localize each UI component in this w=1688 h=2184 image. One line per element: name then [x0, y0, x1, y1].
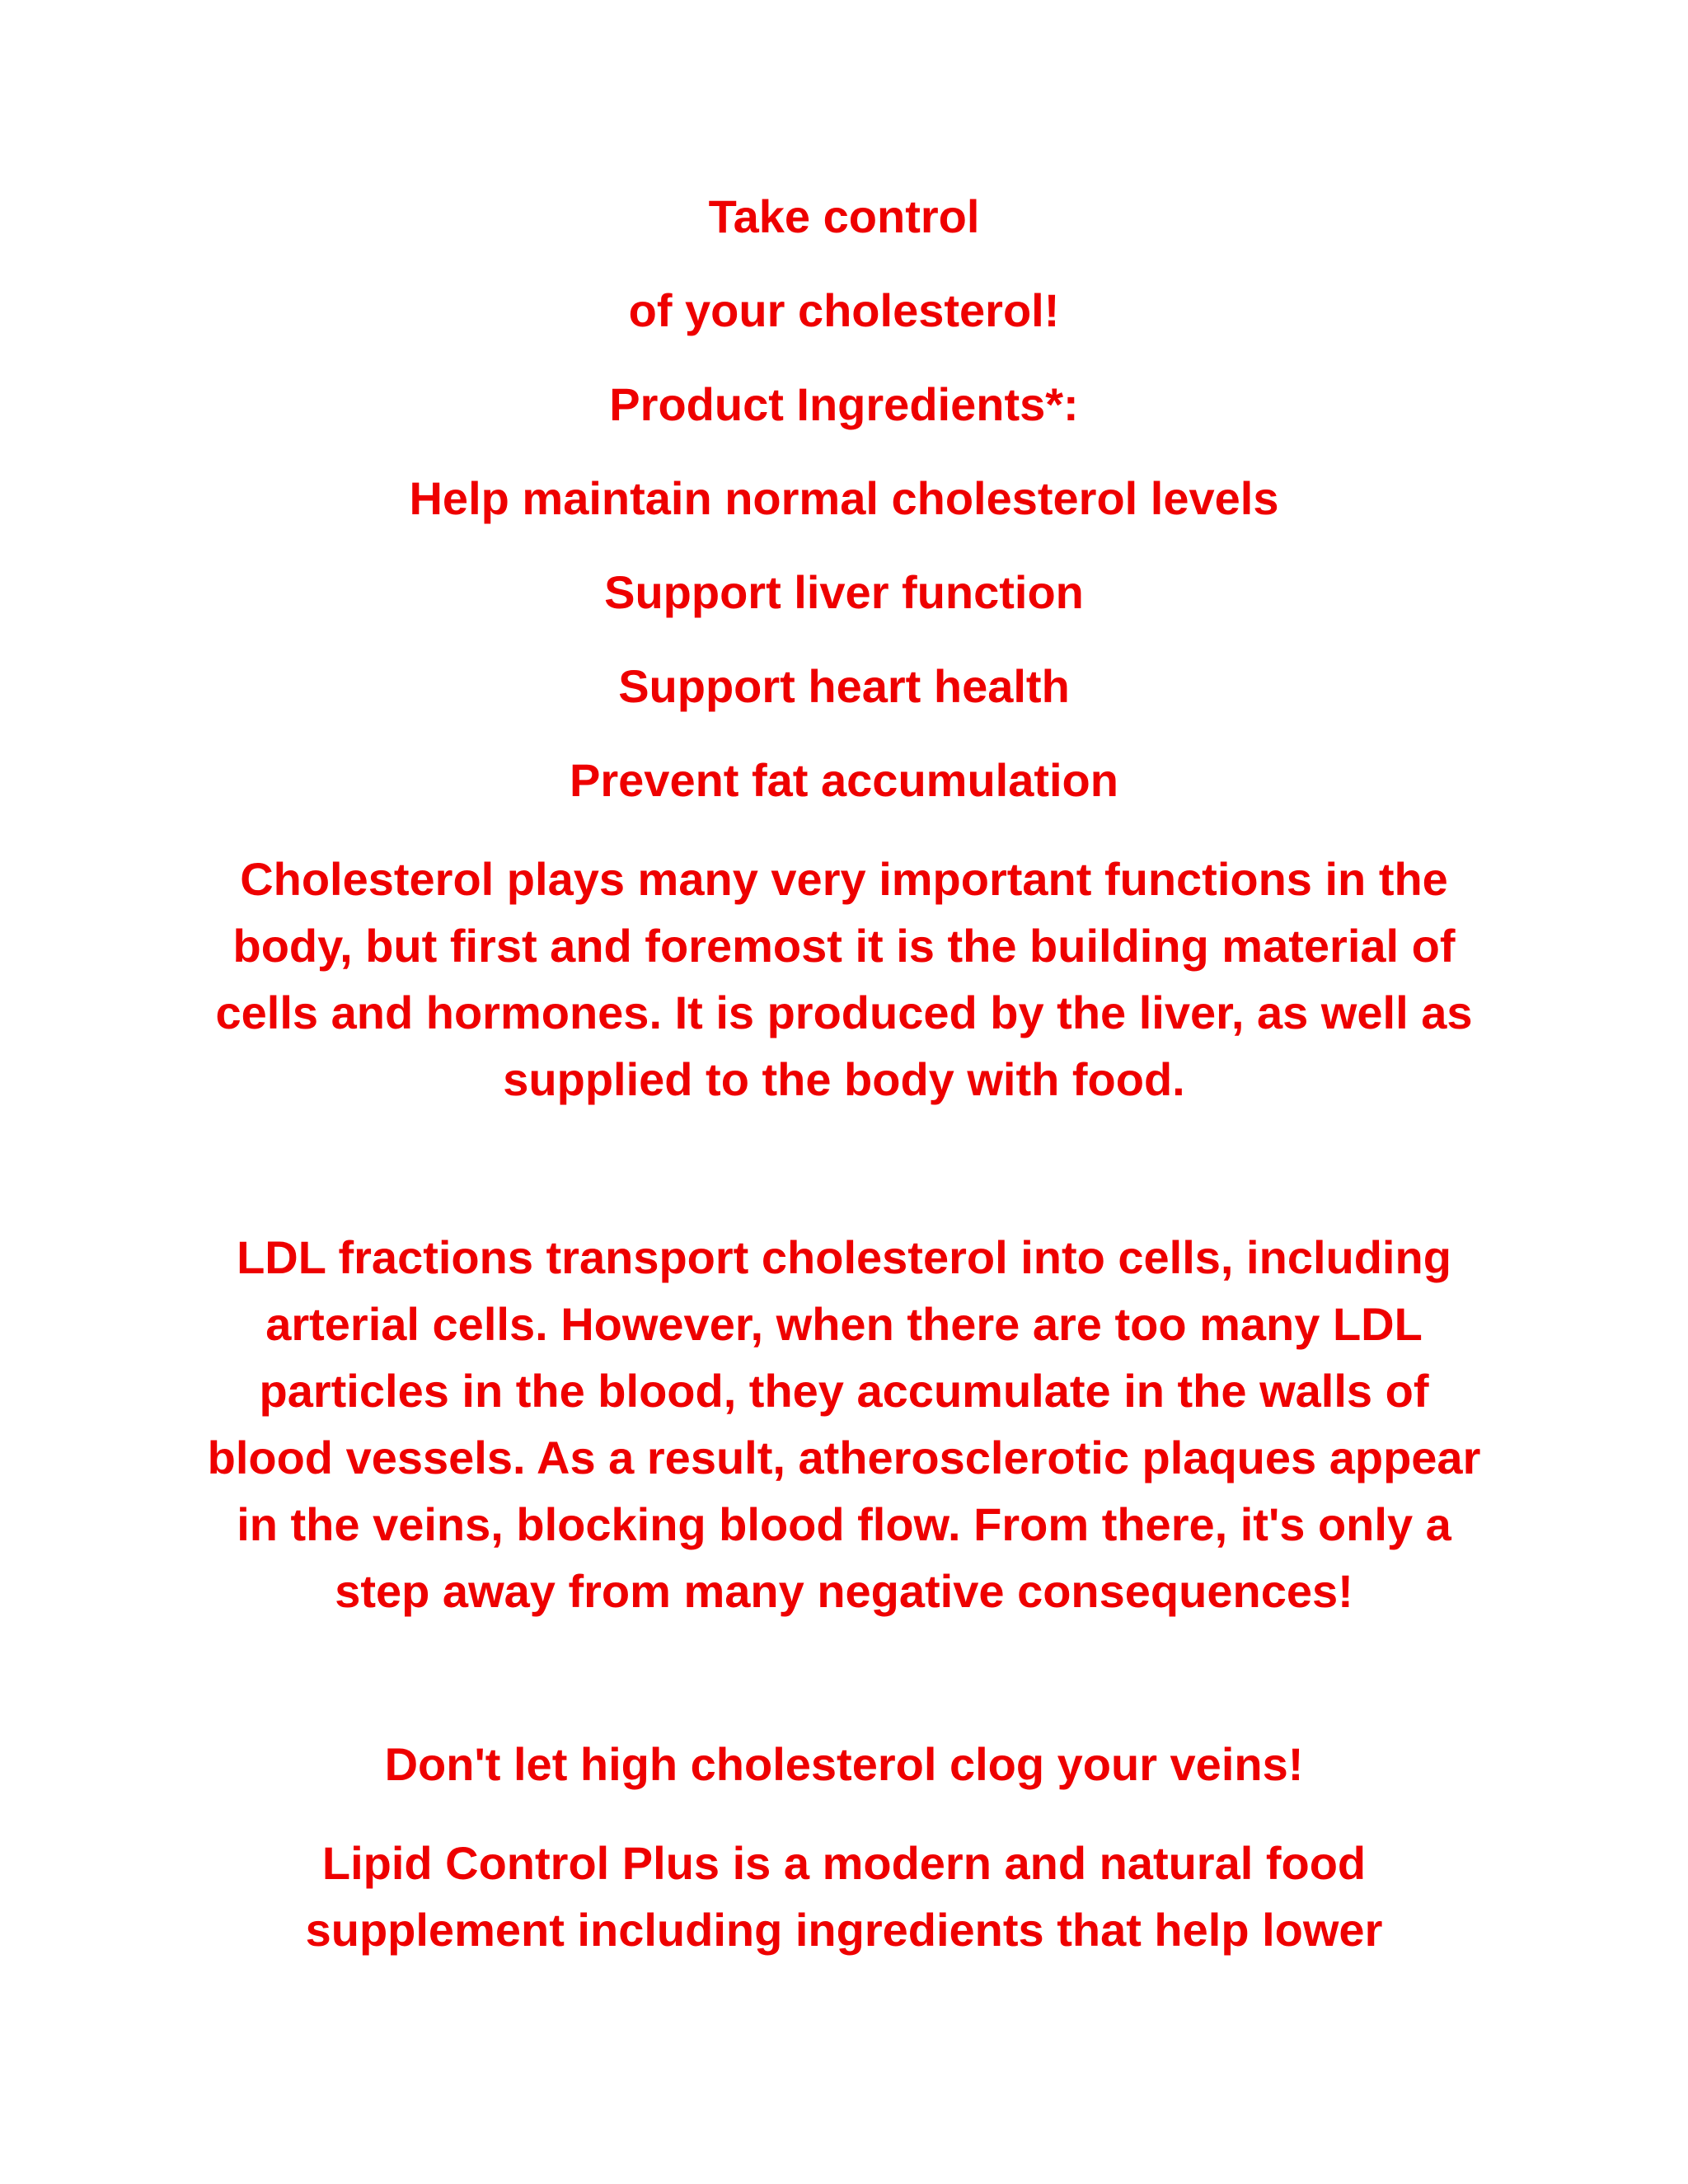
ldl-paragraph: LDL fractions transport cholesterol into cells, including arterial cells. However, when there are too many LDL particles in the blood, they accumulate in the walls of blood vessels. As a result, atherosclerotic plaques appear in the veins, blocking blood flow. From there, it's only a step away from many negative consequences!	[207, 1231, 1481, 1617]
benefit-item: Help maintain normal cholesterol levels	[409, 472, 1279, 524]
document-content	[165, 188, 1523, 1963]
ingredients-heading: Product Ingredients*:	[609, 378, 1079, 430]
cholesterol-intro-paragraph: Cholesterol plays many very important functions in the body, but first and foremost it is the building material of cells and hormones. It is produced by the liver, as well as supplied to the body with food.	[215, 853, 1473, 1105]
benefit-item: Prevent fat accumulation	[570, 754, 1118, 806]
headline-line-1: Take control	[708, 190, 980, 242]
benefit-item: Support liver function	[604, 566, 1084, 618]
call-to-action: Don't let high cholesterol clog your veins!	[384, 1738, 1304, 1790]
headline-line-2: of your cholesterol!	[628, 284, 1060, 336]
product-paragraph: Lipid Control Plus is a modern and natural food supplement including ingredients that help lower	[305, 1837, 1383, 1956]
benefit-item: Support heart health	[618, 660, 1070, 712]
